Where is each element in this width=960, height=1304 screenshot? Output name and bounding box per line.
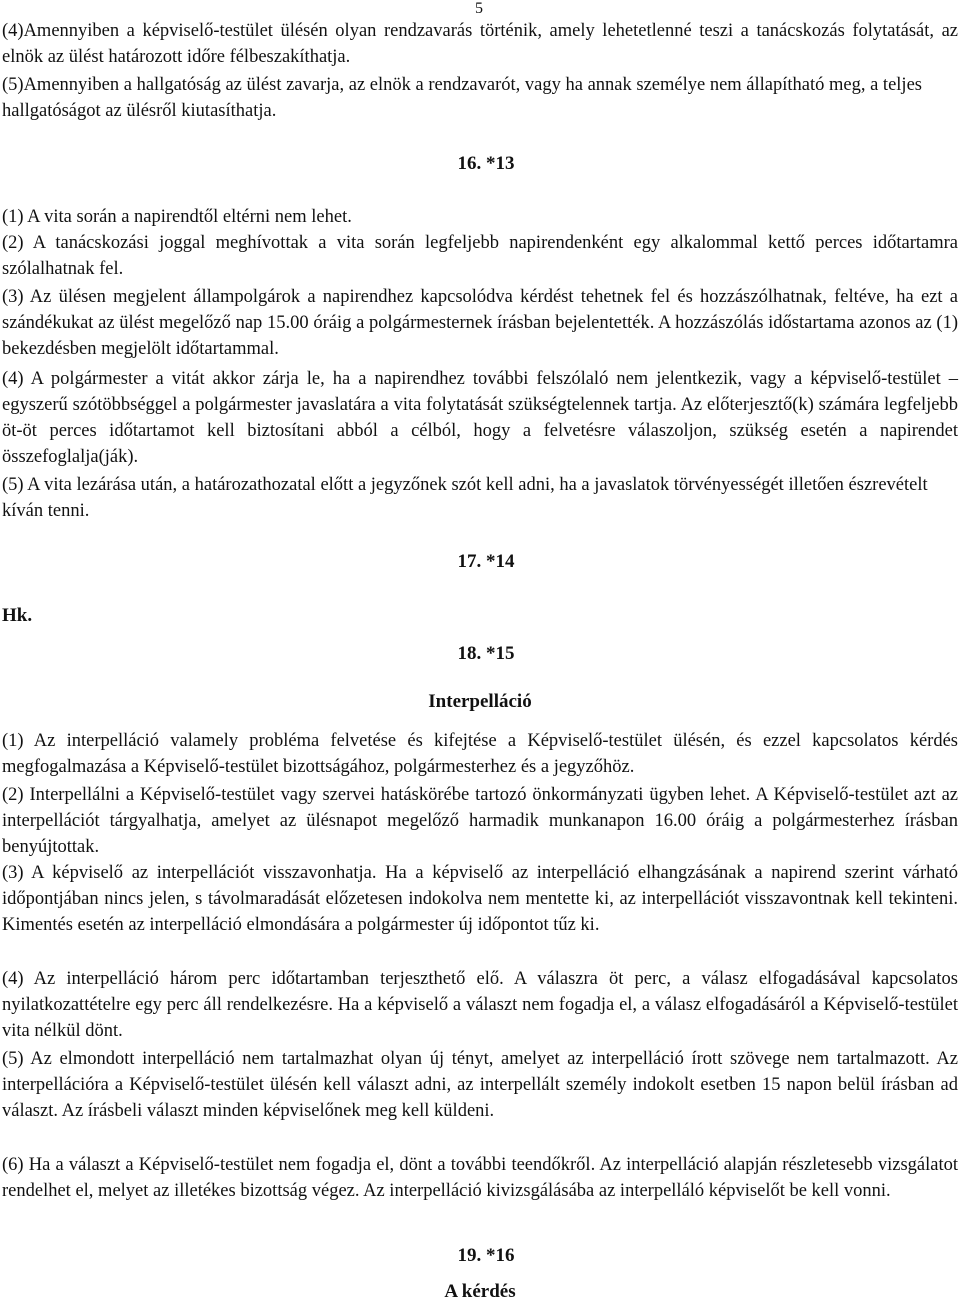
page-number: 5 [475, 0, 483, 17]
s16-paragraph-1: (1) A vita során a napirendtől eltérni nem lehet. [2, 207, 352, 227]
s16-paragraph-3: (3) Az ülésen megjelent állampolgárok a napirendhez kapcsolódva kérdést tehetnek fel és hozzászólhatnak, feltéve, ha ezt a szándékukat az ülést megelőző nap 15.00 óráig a polgármesternek írásban bejelentették. A hozzászólás időstartama azonos az (1) bekezdésben megjelölt időtartammal. [2, 287, 958, 359]
s18-paragraph-6: (6) Ha a választ a Képviselő-testület nem fogadja el, dönt a további teendőkről. Az interpelláció alapján részletesebb vizsgálatot rendelhet el, melyet az illetékes bizottság végez. Az interpelláció kivizsgálásába az interpelláló képviselőt be kell vonni. [2, 1155, 958, 1201]
paragraph-5: (5)Amennyiben a hallgatóság az ülést zavarja, az elnök a rendzavarót, vagy ha annak személye nem állapítható meg, a teljes hallgatóságot az ülésről kiutasíthatja. [2, 75, 922, 121]
s18-paragraph-5: (5) Az elmondott interpelláció nem tartalmazhat olyan új tényt, amelyet az interpelláció írott szövege nem tartalmazott. Az interpellációra a Képviselő-testület ülésén kell választ adni, az interpellált személy indokolt esetben 15 napon belül írásban ad választ. Az írásbeli választ minden képviselőnek meg kell küldeni. [2, 1049, 958, 1121]
s18-paragraph-4: (4) Az interpelláció három perc időtartamban terjeszthető elő. A válaszra öt perc, a válasz elfogadásával kapcsolatos nyilatkozattételre egy perc áll rendelkezésre. Ha a képviselő a választ nem fogadja el, a válasz elfogadásáról a Képviselő-testület vita nélkül dönt. [2, 969, 958, 1041]
s16-paragraph-2: (2) A tanácskozási joggal meghívottak a vita során legfeljebb napirendenként egy alkalommal kettő perces időtartamra szólalhatnak fel. [2, 233, 958, 279]
section-heading-19: 19. *16 [457, 1245, 515, 1266]
section-title-19: A kérdés [444, 1281, 516, 1302]
hk-label: Hk. [2, 605, 33, 626]
section-heading-17: 17. *14 [457, 551, 515, 572]
s18-paragraph-1: (1) Az interpelláció valamely probléma felvetése és kifejtése a Képviselő-testület ülésén, és ezzel kapcsolatos kérdés megfogalmazása a Képviselő-testület bizottságához, polgármesterhez és a jegyzőhöz. [2, 731, 958, 777]
s16-paragraph-4: (4) A polgármester a vitát akkor zárja le, ha a napirendhez további felszólaló nem jelentkezik, vagy a képviselő-testület – egyszerű szótöbbséggel a polgármester javaslatára a vita folytatását szükségtelennek tartja. Az előterjesztő(k) számára legfeljebb öt-öt perces időtartamot kell biztosítani abból a célból, hogy a felvetésre válaszoljon, szükség esetén a napirendet összefoglalja(ják). [2, 369, 958, 467]
section-heading-16: 16. *13 [457, 153, 515, 174]
paragraph-4: (4)Amennyiben a képviselő-testület ülésén olyan rendzavarás történik, amely lehetetlenné teszi a tanácskozás folytatását, az elnök az ülést határozott időre félbeszakíthatja. [2, 21, 958, 67]
s18-paragraph-2: (2) Interpellálni a Képviselő-testület vagy szervei hatáskörébe tartozó önkormányzati ügyben lehet. A Képviselő-testület azt az interpellációt tárgyalhatja, amelyet az ülésnapot megelőző harmadik munkanapon 16.00 óráig a polgármesterhez írásban benyújtottak. [2, 785, 958, 857]
section-title-18: Interpelláció [428, 691, 532, 712]
s16-paragraph-5: (5) A vita lezárása után, a határozathozatal előtt a jegyzőnek szót kell adni, ha a javaslatok törvényességét illetően észrevételt kíván tenni. [2, 475, 928, 521]
section-heading-18: 18. *15 [457, 643, 515, 664]
s18-paragraph-3: (3) A képviselő az interpellációt visszavonhatja. Ha a képviselő az interpelláció elhangzásának a napirend szerint várható időpontjában nincs jelen, s távolmaradását előzetesen indokolva nem mentette ki, az interpellációt visszavontnak kell tekinteni. Kimentés esetén az interpelláció elmondására a polgármester új időpontot tűz ki. [2, 863, 958, 935]
